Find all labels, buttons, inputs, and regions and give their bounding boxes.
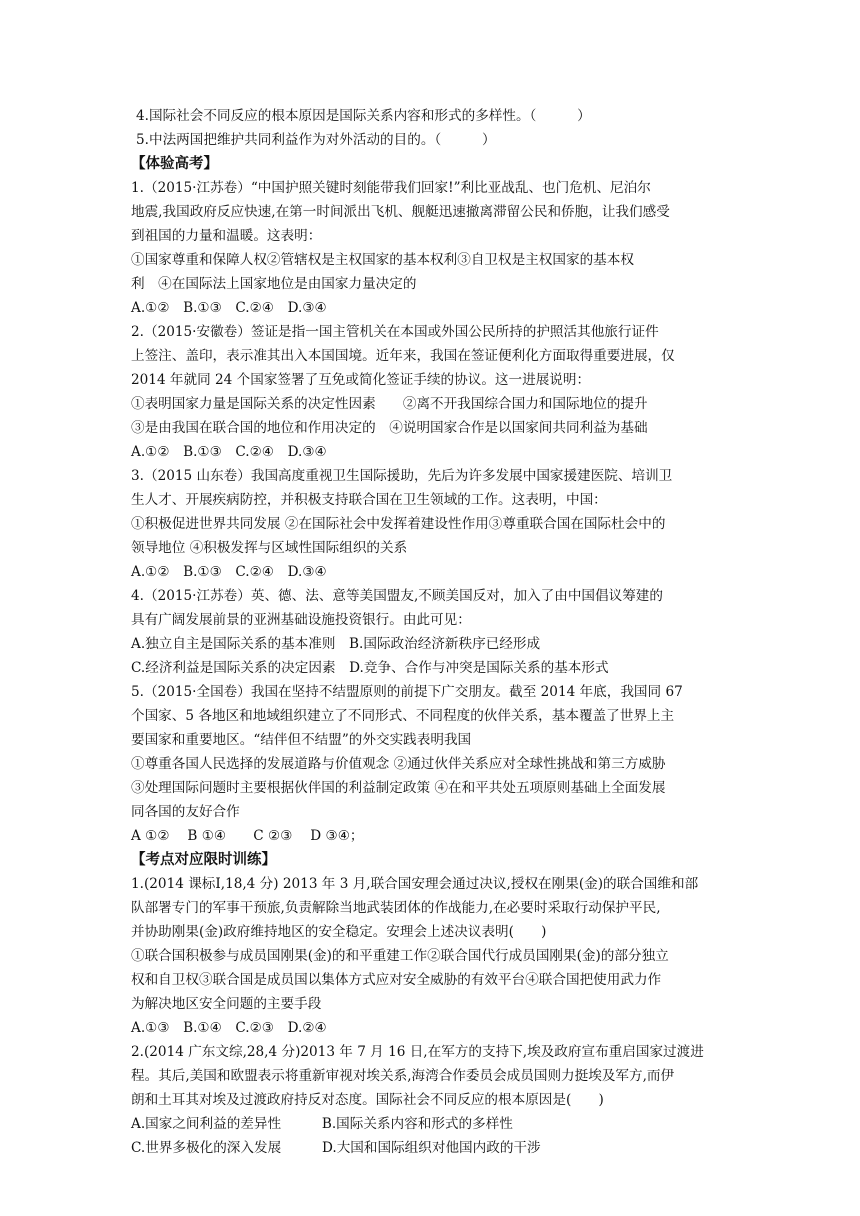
- text-line: 4.（2015·江苏卷）英、德、法、意等美国盟友,不顾美国反对，加入了由中国倡议筹建的: [131, 588, 663, 604]
- text-line: 个国家、5 各地区和地域组织建立了不同形式、不同程度的伙伴关系，基本覆盖了世界上主: [131, 708, 675, 724]
- text-line: 领导地位 ④积极发挥与区域性国际组织的关系: [131, 540, 408, 556]
- section-heading: 【考点对应限时训练】: [131, 851, 276, 868]
- text-line: A.①③ B.①④ C.②③ D.②④: [131, 1020, 327, 1036]
- text-line: A ①② B ①④ C ②③ D ③④；: [131, 828, 364, 844]
- text-line: 地震,我国政府反应快速,在第一时间派出飞机、舰艇迅速撤离滞留公民和侨胞，让我们感受: [131, 204, 670, 220]
- text-line: 生人才、开展疾病防控，并积极支持联合国在卫生领域的工作。这表明，中国：: [131, 492, 607, 508]
- text-line: 2.(2014 广东文综,28,4 分)2013 年 7 月 16 日,在军方的支持下,埃及政府宣布重启国家过渡进: [131, 1044, 704, 1060]
- text-line: ①表明国家力量是国际关系的决定性因素 ②离不开我国综合国力和国际地位的提升: [131, 396, 648, 412]
- text-line: 并协助刚果(金)政府维持地区的安全稳定。安理会上述决议表明( ): [131, 924, 547, 940]
- text-line: ①国家尊重和保障人权②管辖权是主权国家的基本权利③自卫权是主权国家的基本权: [131, 252, 634, 268]
- text-line: A.国家之间利益的差异性 B.国际关系内容和形式的多样性: [131, 1116, 513, 1132]
- text-line: 2014 年就同 24 个国家签署了互免或简化签证手续的协议。这一进展说明：: [131, 372, 591, 388]
- text-line: 到祖国的力量和温暖。这表明：: [131, 228, 322, 244]
- text-line: 5.中法两国把维护共同利益作为对外活动的目的。（ ）: [136, 132, 496, 148]
- document-body: [131, 104, 731, 1160]
- text-line: 程。其后,美国和欧盟表示将重新审视对埃关系,海湾合作委员会成员国则力挺埃及军方,而伊: [131, 1068, 675, 1084]
- text-line: A.①② B.①③ C.②④ D.③④: [131, 444, 327, 460]
- text-line: 队部署专门的军事干预旅,负责解除当地武装团体的作战能力,在必要时采取行动保护平民,: [131, 900, 661, 916]
- text-line: 权和自卫权③联合国是成员国以集体方式应对安全威胁的有效平台④联合国把使用武力作: [131, 972, 662, 988]
- section-heading: 【体验高考】: [131, 155, 218, 172]
- text-line: ③是由我国在联合国的地位和作用决定的 ④说明国家合作是以国家间共同利益为基础: [131, 420, 648, 436]
- text-line: 为解决地区安全问题的主要手段: [131, 996, 322, 1012]
- text-line: A.①② B.①③ C.②④ D.③④: [131, 564, 327, 580]
- text-line: 上签注、盖印，表示准其出入本国国境。近年来，我国在签证便利化方面取得重要进展，仅: [131, 348, 675, 364]
- text-line: 利 ④在国际法上国家地位是由国家力量决定的: [131, 276, 417, 292]
- text-line: 要国家和重要地区。“结伴但不结盟”的外交实践表明我国: [131, 732, 472, 748]
- text-line: 3.（2015 山东卷）我国高度重视卫生国际援助，先后为许多发展中国家援建医院、培训卫: [131, 468, 673, 484]
- text-line: 5.（2015·全国卷）我国在坚持不结盟原则的前提下广交朋友。截至 2014 年底，我国同 67: [131, 684, 683, 700]
- text-line: A.①② B.①③ C.②④ D.③④: [131, 300, 327, 316]
- text-line: 同各国的友好合作: [131, 804, 240, 820]
- text-line: 4.国际社会不同反应的根本原因是国际关系内容和形式的多样性。（ ）: [136, 108, 591, 124]
- text-line: ①积极促进世界共同发展 ②在国际社会中发挥着建设性作用③尊重联合国在国际杜会中的: [131, 516, 666, 532]
- text-line: C.经济利益是国际关系的决定因素 D.竞争、合作与冲突是国际关系的基本形式: [131, 660, 609, 676]
- text-line: A.独立自主是国际关系的基本准则 B.国际政治经济新秩序已经形成: [131, 636, 541, 652]
- text-line: 1.(2014 课标Ⅰ,18,4 分) 2013 年 3 月,联合国安理会通过决议,授权在刚果(金)的联合国维和部: [131, 876, 699, 892]
- text-line: 朗和土耳其对埃及过渡政府持反对态度。国际社会不同反应的根本原因是( ): [131, 1092, 604, 1108]
- text-line: 2.（2015·安徽卷）签证是指一国主管机关在本国或外国公民所持的护照活其他旅行证件: [131, 324, 659, 340]
- text-line: ①联合国积极参与成员国刚果(金)的和平重建工作②联合国代行成员国刚果(金)的部分独立: [131, 948, 669, 964]
- text-line: ③处理国际问题时主要根据伙伴国的利益制定政策 ④在和平共处五项原则基础上全面发展: [131, 780, 666, 796]
- text-line: ①尊重各国人民选择的发展道路与价值观念 ②通过伙伴关系应对全球性挑战和第三方威胁: [131, 756, 666, 772]
- text-line: 1.（2015·江苏卷）“中国护照关键时刻能带我们回家!”利比亚战乱、也门危机、尼泊尔: [131, 180, 651, 196]
- text-line: C.世界多极化的深入发展 D.大国和国际组织对他国内政的干涉: [131, 1140, 541, 1156]
- text-line: 具有广阔发展前景的亚洲基础设施投资银行。由此可见：: [131, 612, 471, 628]
